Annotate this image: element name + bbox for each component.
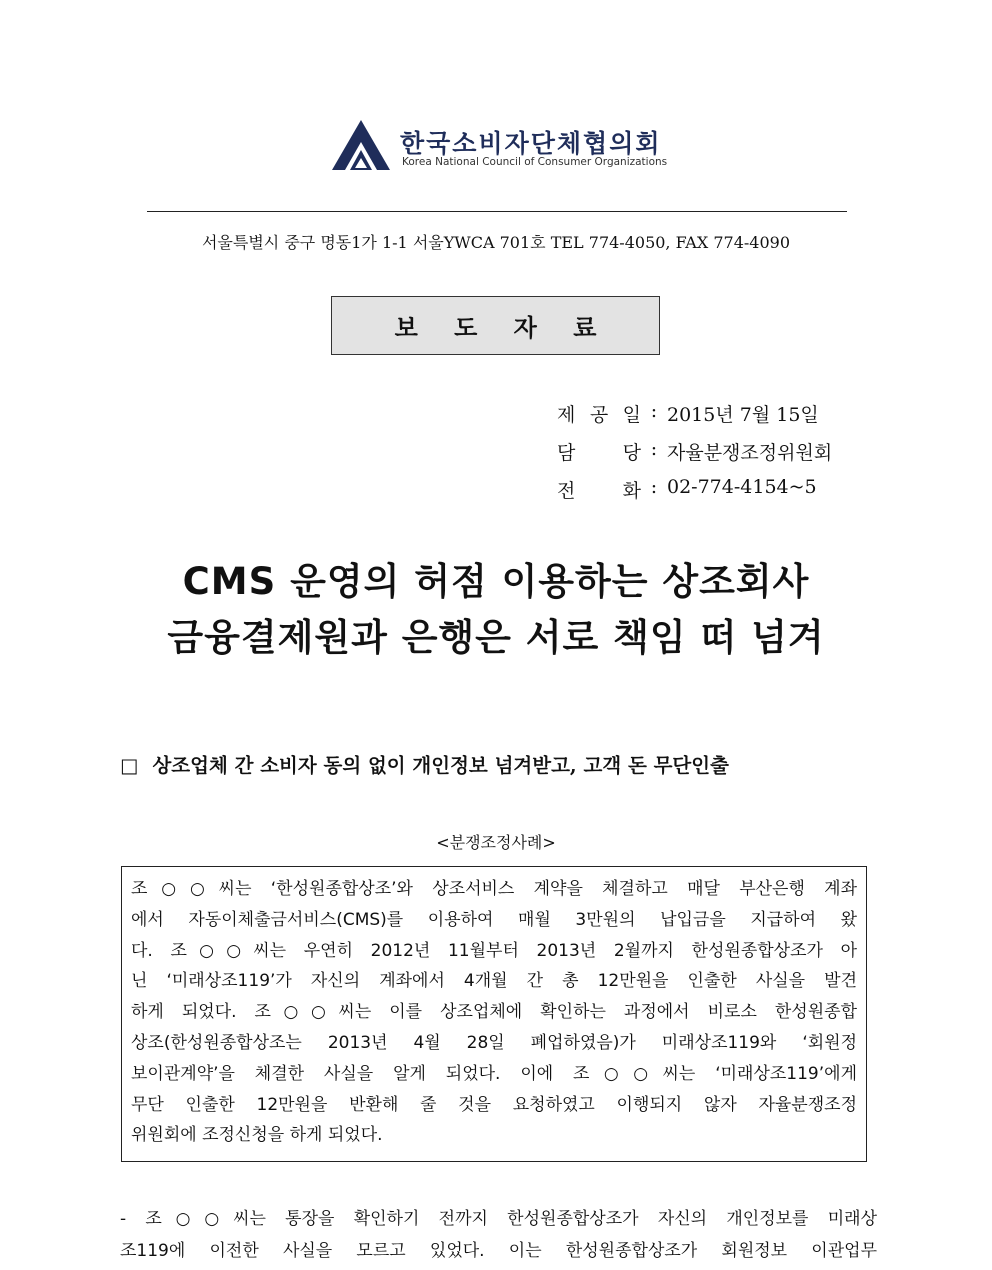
kncco-logo-icon — [330, 118, 392, 176]
org-name-kr: 한국소비자단체협의회 — [400, 129, 662, 158]
square-bullet-icon: □ — [120, 754, 139, 777]
meta-row-phone — [557, 476, 832, 514]
meta-separator: : — [650, 476, 658, 498]
logo — [330, 118, 670, 178]
case-line: 조○○씨는 ‘한성원종합상조’와 상조서비스 계약을 체결하고 매달 부산은행 계좌 — [131, 879, 857, 899]
press-release-label: 보 도 자 료 — [331, 296, 660, 355]
case-line: 에서 자동이체출금서비스(CMS)를 이용하여 매월 3만원의 납입금을 지급하여 왔 — [131, 909, 857, 930]
case-line: 닌 ‘미래상조119’가 자신의 계좌에서 4개월 간 총 12만원을 인출한 사실을 발견 — [131, 971, 857, 992]
case-line: 위원회에 조정신청을 하게 되었다. — [131, 1125, 383, 1146]
meta-row-date — [557, 400, 832, 438]
meta-label-contact: 담 당 — [557, 442, 641, 464]
subheading-text: 상조업체 간 소비자 동의 없이 개인정보 넘겨받고, 고객 돈 무단인출 — [152, 754, 729, 777]
meta-label-phone: 전 화 — [557, 480, 641, 502]
release-meta — [557, 400, 832, 514]
meta-separator: : — [650, 400, 658, 422]
body-line: - 조○○씨는 통장을 확인하기 전까지 한성원종합상조가 자신의 개인정보를 미래상 — [120, 1209, 877, 1229]
meta-row-contact — [557, 438, 832, 476]
meta-separator: : — [650, 438, 658, 460]
headline — [0, 554, 992, 666]
meta-value-contact: 자율분쟁조정위원회 — [667, 442, 833, 464]
headline-line-1: CMS 운영의 허점 이용하는 상조회사 — [182, 560, 810, 603]
case-line: 하게 되었다. 조○○씨는 이를 상조업체에 확인하는 과정에서 비로소 한성원종합 — [131, 1002, 857, 1023]
header-divider — [147, 211, 847, 212]
meta-label-date: 제 공 일 — [557, 404, 641, 426]
meta-value-date: 2015년 7월 15일 — [667, 404, 819, 426]
meta-value-phone: 02-774-4154~5 — [667, 476, 817, 498]
body-paragraph — [120, 1203, 877, 1267]
org-name-en: Korea National Council of Consumer Organizations — [402, 156, 668, 168]
case-line: 보이관계약’을 체결한 사실을 알게 되었다. 이에 조○○씨는 ‘미래상조119’에게 — [131, 1063, 857, 1084]
case-title: <분쟁조정사례> — [436, 833, 556, 852]
case-line: 상조(한성원종합상조는 2013년 4월 28일 폐업하였음)가 미래상조119와 ‘회원정 — [131, 1032, 857, 1053]
subheading — [120, 750, 729, 778]
org-address: 서울특별시 중구 명동1가 1-1 서울YWCA 701호 TEL 774-4050, FAX 774-4090 — [201, 233, 791, 252]
case-line: 다. 조○○씨는 우연히 2012년 11월부터 2013년 2월까지 한성원종합상조가 아 — [131, 940, 857, 961]
case-line: 무단 인출한 12만원을 반환해 줄 것을 요청하였고 이행되지 않자 자율분쟁조정 — [131, 1094, 857, 1115]
body-line: 조119에 이전한 사실을 모르고 있었다. 이는 한성원종합상조가 회원정보 이관업무 — [120, 1241, 877, 1261]
case-box — [121, 866, 867, 1162]
headline-line-2: 금융결제원과 은행은 서로 책임 떠 넘겨 — [167, 616, 825, 659]
